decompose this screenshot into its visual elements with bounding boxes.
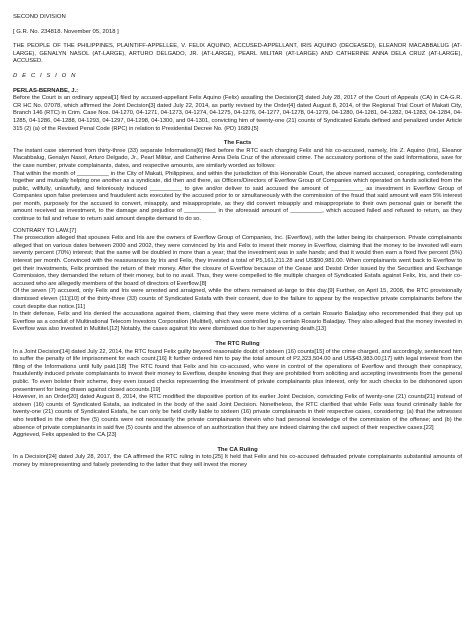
- facts-paragraph-3: The prosecution alleged that spouses Felix and Iris are the owners of Everflow Group of Companies, Inc. (Everflow), with the latter being its chairperson. Private complainants alleged that on various dates between 2000 and 2002, they were convinced by Iris and Felix to invest their money in Everflow, claiming that the money to be invested will earn seventy percent (70%) interest; that the same will be doubled in more than a year; that the investment was in safe hands; and that it would then earn a fixed five percent (5%) interest per month. Convinced with the reassurances by Iris and Felix, they invested a total of P5,161,211.28 and US$90,981.00. When complainants went back to Everflow to get their investments, Felix promised the return of their money. After the closure of Everflow because of the Cease and Desist Order issued by the Securities and Exchange Commission, they demanded the return of their money, but to no avail. Thus, they were compelled to file multiple charges of Syndicated Estafa against Felix, Iris, and their co-accused who are allegedly members of the board of directors of Everflow.[8]: [13, 235, 462, 287]
- rtc-ruling-heading: The RTC Ruling: [215, 340, 260, 347]
- case-reference: [ G.R. No. 234818. November 05, 2018 ]: [13, 28, 119, 35]
- rtc-paragraph-3: Aggrieved, Felix appealed to the CA.[23]: [13, 432, 117, 439]
- rtc-paragraph-2: However, in an Order[20] dated August 8, 2014, the RTC modified the dispositive portion of its earlier Joint Decision, convicting Felix of twenty-one (21) counts[21] instead of sixteen (16) counts of Syndicated Estafa, as indicated in the body of the said Joint Decision. Nonetheless, the RTC clarified that while Felix was found criminally liable for twenty-one (21) counts of Syndicated Estafa, he can only be held civilly liable to sixteen (16) private complainants in their respective cases, considering: (a) that the witnesses who testified in the other five (5) counts were not necessarily the private complainants therein who had personal knowledge of the commission of the offense; and (b) the absence of private complainants in said five (5) counts and the absence of an authorization that they are indeed claiming the civil aspect of their respective cases.[22]: [13, 394, 462, 431]
- facts-heading: The Facts: [223, 140, 252, 147]
- division-label: SECOND DIVISION: [13, 14, 66, 20]
- facts-paragraph-1: The instant case stemmed from thirty-three (33) separate Informations[6] filed before the RTC each charging Felix and his co-accused, namely, Iris Z. Aquino (Iris), Eleanor Macabbalug, Genalyn Nasol, Arturo Delgado, Jr., Pearl Militar, and Catherine Anna Dela Cruz of the aforesaid crime. The accusatory portions of the said Informations, save for the case number, private complainants, dates, and respective amounts, are similarly worded as follows:: [13, 147, 462, 169]
- facts-paragraph-2: That within the month of __________ in the City of Makati, Philippines, and within the jurisdiction of this Honorable Court, the above named accused, conspiring, confederating together and mutually helping one another as a syndicate, did then and there, as Officers/Directors of Everflow Group of Companies which operated on funds solicited from the public, willfully, unlawfully, and feloniously induced __________ to give and/or deliver to said accused the amount of __________ as investment in Everflow Group of Companies upon false pretenses and fraudulent acts executed by the accused prior to or simultaneously with the commission of the fraud that said amount will earn 5% interest per month, purposely for the accused to convert, misapply, and misappropriate, as they did convert misapply and misappropriate to their own personal gain or benefit the amount received as investment, to the damage and prejudice of __________ in the aforesaid amount of __________, which accused failed and refused to return, as they continue to fail and refuse to return said amount despite demand to do so.: [13, 170, 462, 223]
- ca-ruling-heading: The CA Ruling: [217, 446, 258, 453]
- contrary-to-law: CONTRARY TO LAW.[7]: [13, 227, 76, 234]
- facts-paragraph-5: In their defense, Felix and Iris denied the accusations against them, claiming that they were mere victims of a certain Rosario Baladjay who recommended that they put up Everflow as a conduit of Multinational Telecom Investors Corporation (Multitel), which was controlled by a certain Rosario Baladjay. They also alleged that the money invested in Everflow was also invested in Multitel.[12] Notably, the cases against Iris were dismissed due to her supervening death.[13]: [13, 311, 462, 333]
- ca-paragraph-1: In a Decision[24] dated July 28, 2017, the CA affirmed the RTC ruling in toto.[25] It held that Felix and his co-accused defrauded private complainants substantial amounts of money by misrepresenting and falsely pretending to the latter that they will invest the money: [13, 454, 462, 468]
- case-parties: THE PEOPLE OF THE PHILIPPINES, PLAINTIFF-APPELLEE, V. FELIX AQUINO, ACCUSED-APPELLANT, IRIS AQUINO (DECEASED), ELEANOR MACABBALUG (AT-LARGE), GENALYN NASOL (AT-LARGE), ARTURO DELGADO, JR. (AT-LARGE), PEARL MILITAR (AT-LARGE) AND CATHERINE ANNA DELA CRUZ (AT-LARGE), ACCUSED.: [13, 43, 462, 65]
- intro-paragraph: Before the Court is an ordinary appeal[1] filed by accused-appellant Felix Aquino (Felix) assailing the Decision[2] dated July 28, 2017 of the Court of Appeals (CA) in CA-G.R. CR HC No. 07078, which affirmed the Joint Decision[3] dated July 22, 2014, as partly revised by the Order[4] dated August 8, 2014, of the Regional Trial Court of Makati City, Branch 146 (RTC) in Crim. Case Nos. 04-1270, 04-1271, 04-1273, 04-1274, 04-1275, 04-1276, 04-1277, 04-1278, 04-1279, 04-1280, 04-1281, 04-1282, 04-1283, 04-1284, 04-1285, 04-1286, 04-1288, 04-1293, 04-1297, 04-1298, 04-1300, and 04-1301, convicting him of twenty-one (21) counts of Syndicated Estafa defined and penalized under Article 315 (2) (a) of the Revised Penal Code (RPC) in relation to Presidential Decree No. (PD) 1689.[5]: [13, 95, 462, 132]
- facts-paragraph-4: Of the seven (7) accused, only Felix and Iris were arrested and arraigned, while the others remained at-large to this day.[9] Further, on April 15, 2008, the RTC provisionally dismissed eleven (11)[10] of the thirty-three (33) counts of Syndicated Estafa with their consent, due to the failure to appear by the respective private complainants before the court despite due notice.[11]: [13, 288, 462, 310]
- ponente: PERLAS-BERNABE, J.:: [13, 87, 79, 94]
- rtc-paragraph-1: In a Joint Decision[14] dated July 22, 2014, the RTC found Felix guilty beyond reasonable doubt of sixteen (16) counts[15] of the crime charged, and accordingly, sentenced him to suffer the penalty of life imprisonment for each count.[16] It further ordered him to pay the total amount of P2,323,504.00 and US$43,983.00,[17] with legal interest from the filing of the Informations until fully paid.[18] The RTC found that Felix and his co-accused, who were in control of the operations of Everflow and through their conspiracy, fraudulently induced private complainants to invest their money to Everflow, despite knowing that they are prohibited from soliciting and accepting investments from the general public. To even bolster their scheme, they even issued checks representing the investment of private complainants plus interest, only for such checks to be dishonored upon presentment for being drawn against closed accounts.[19]: [13, 348, 462, 393]
- decision-heading: D E C I S I O N: [13, 72, 77, 79]
